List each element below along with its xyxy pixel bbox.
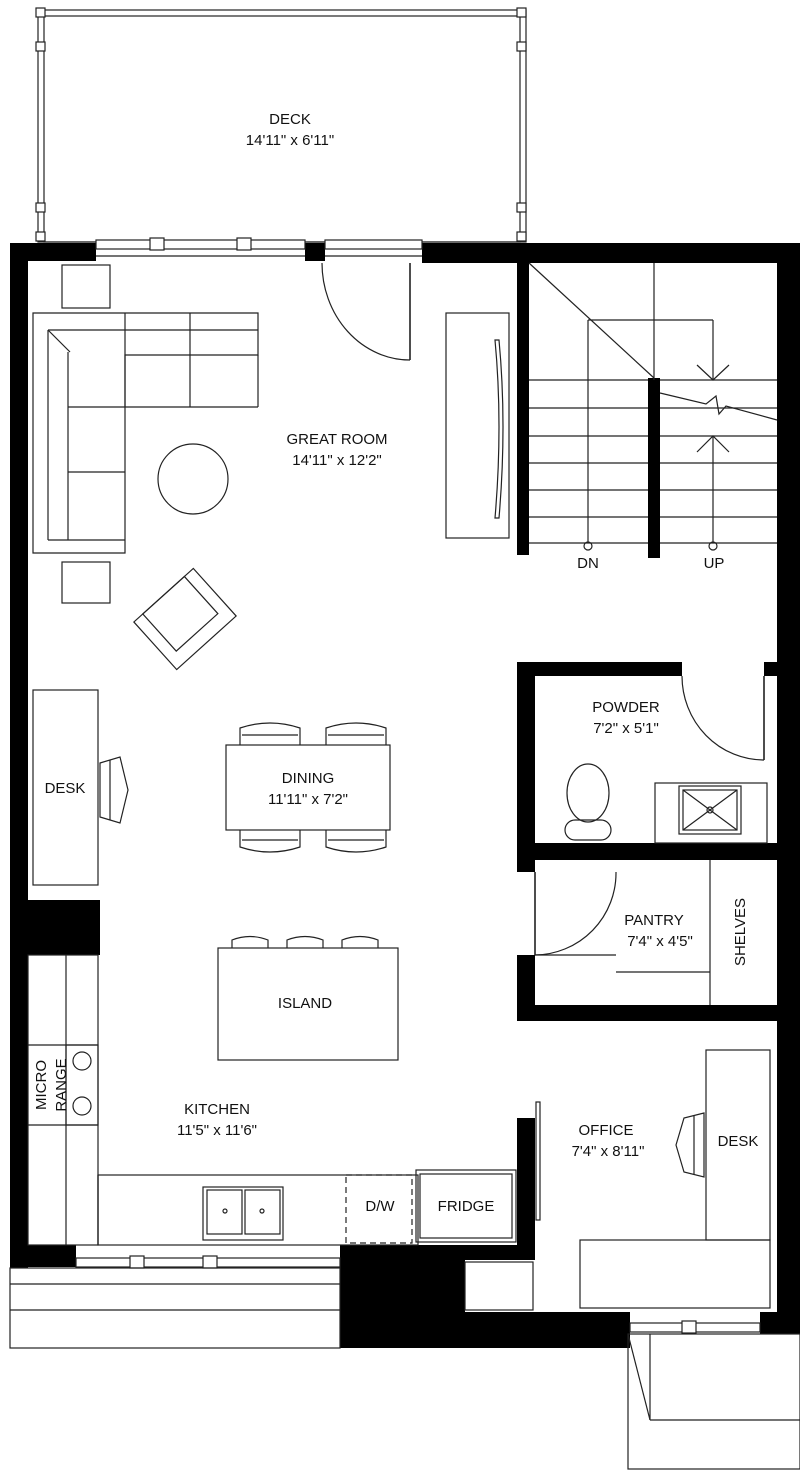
range-cooktop xyxy=(66,1045,98,1125)
pantry-door xyxy=(535,872,616,955)
kitchen-label: KITCHEN xyxy=(184,1101,250,1118)
great-room-label: GREAT ROOM xyxy=(286,431,388,448)
pantry-dims: 7'4" x 4'5" xyxy=(627,933,693,950)
stairs-up-label: UP xyxy=(703,555,725,572)
island-label: ISLAND xyxy=(277,995,333,1012)
powder-door xyxy=(682,676,764,760)
fridge-label: FRIDGE xyxy=(437,1198,495,1215)
left-desk-label: DESK xyxy=(44,780,86,797)
toilet xyxy=(565,764,611,840)
armchair xyxy=(134,568,236,669)
great-room-dims: 14'11" x 12'2" xyxy=(292,452,382,469)
office-desk-label: DESK xyxy=(717,1133,759,1150)
tv-console xyxy=(446,313,509,538)
dining-table xyxy=(226,723,390,852)
kitchen-dims: 11'5" x 11'6" xyxy=(176,1122,258,1139)
range-label: RANGE xyxy=(53,1058,70,1112)
powder-label: POWDER xyxy=(592,699,660,716)
office-door xyxy=(536,1102,540,1220)
kitchen-counters xyxy=(28,955,418,1245)
office-desk xyxy=(580,1050,770,1308)
deck-label: DECK xyxy=(269,111,311,128)
exterior-walls xyxy=(10,243,800,1348)
micro-label: MICRO xyxy=(33,1060,50,1110)
stairs-down-label: DN xyxy=(577,555,599,572)
office-label: OFFICE xyxy=(578,1122,634,1139)
office-balcony xyxy=(628,1334,800,1469)
dining-dims: 11'11" x 7'2" xyxy=(267,791,349,808)
kitchen-sink xyxy=(203,1187,283,1240)
coffee-table xyxy=(158,444,228,514)
entry-steps xyxy=(10,1268,340,1348)
office-cabinet xyxy=(465,1262,533,1310)
sectional-sofa xyxy=(33,265,258,603)
entry-door xyxy=(322,263,410,360)
pantry-label: PANTRY xyxy=(624,912,684,929)
shelves-label: SHELVES xyxy=(732,897,749,967)
powder-vanity-sink xyxy=(655,783,767,843)
deck-dims: 14'11" x 6'11" xyxy=(245,132,335,149)
powder-dims: 7'2" x 5'1" xyxy=(593,720,659,737)
dining-label: DINING xyxy=(281,770,335,787)
office-dims: 7'4" x 8'11" xyxy=(571,1143,645,1160)
dishwasher-label: D/W xyxy=(365,1198,395,1215)
